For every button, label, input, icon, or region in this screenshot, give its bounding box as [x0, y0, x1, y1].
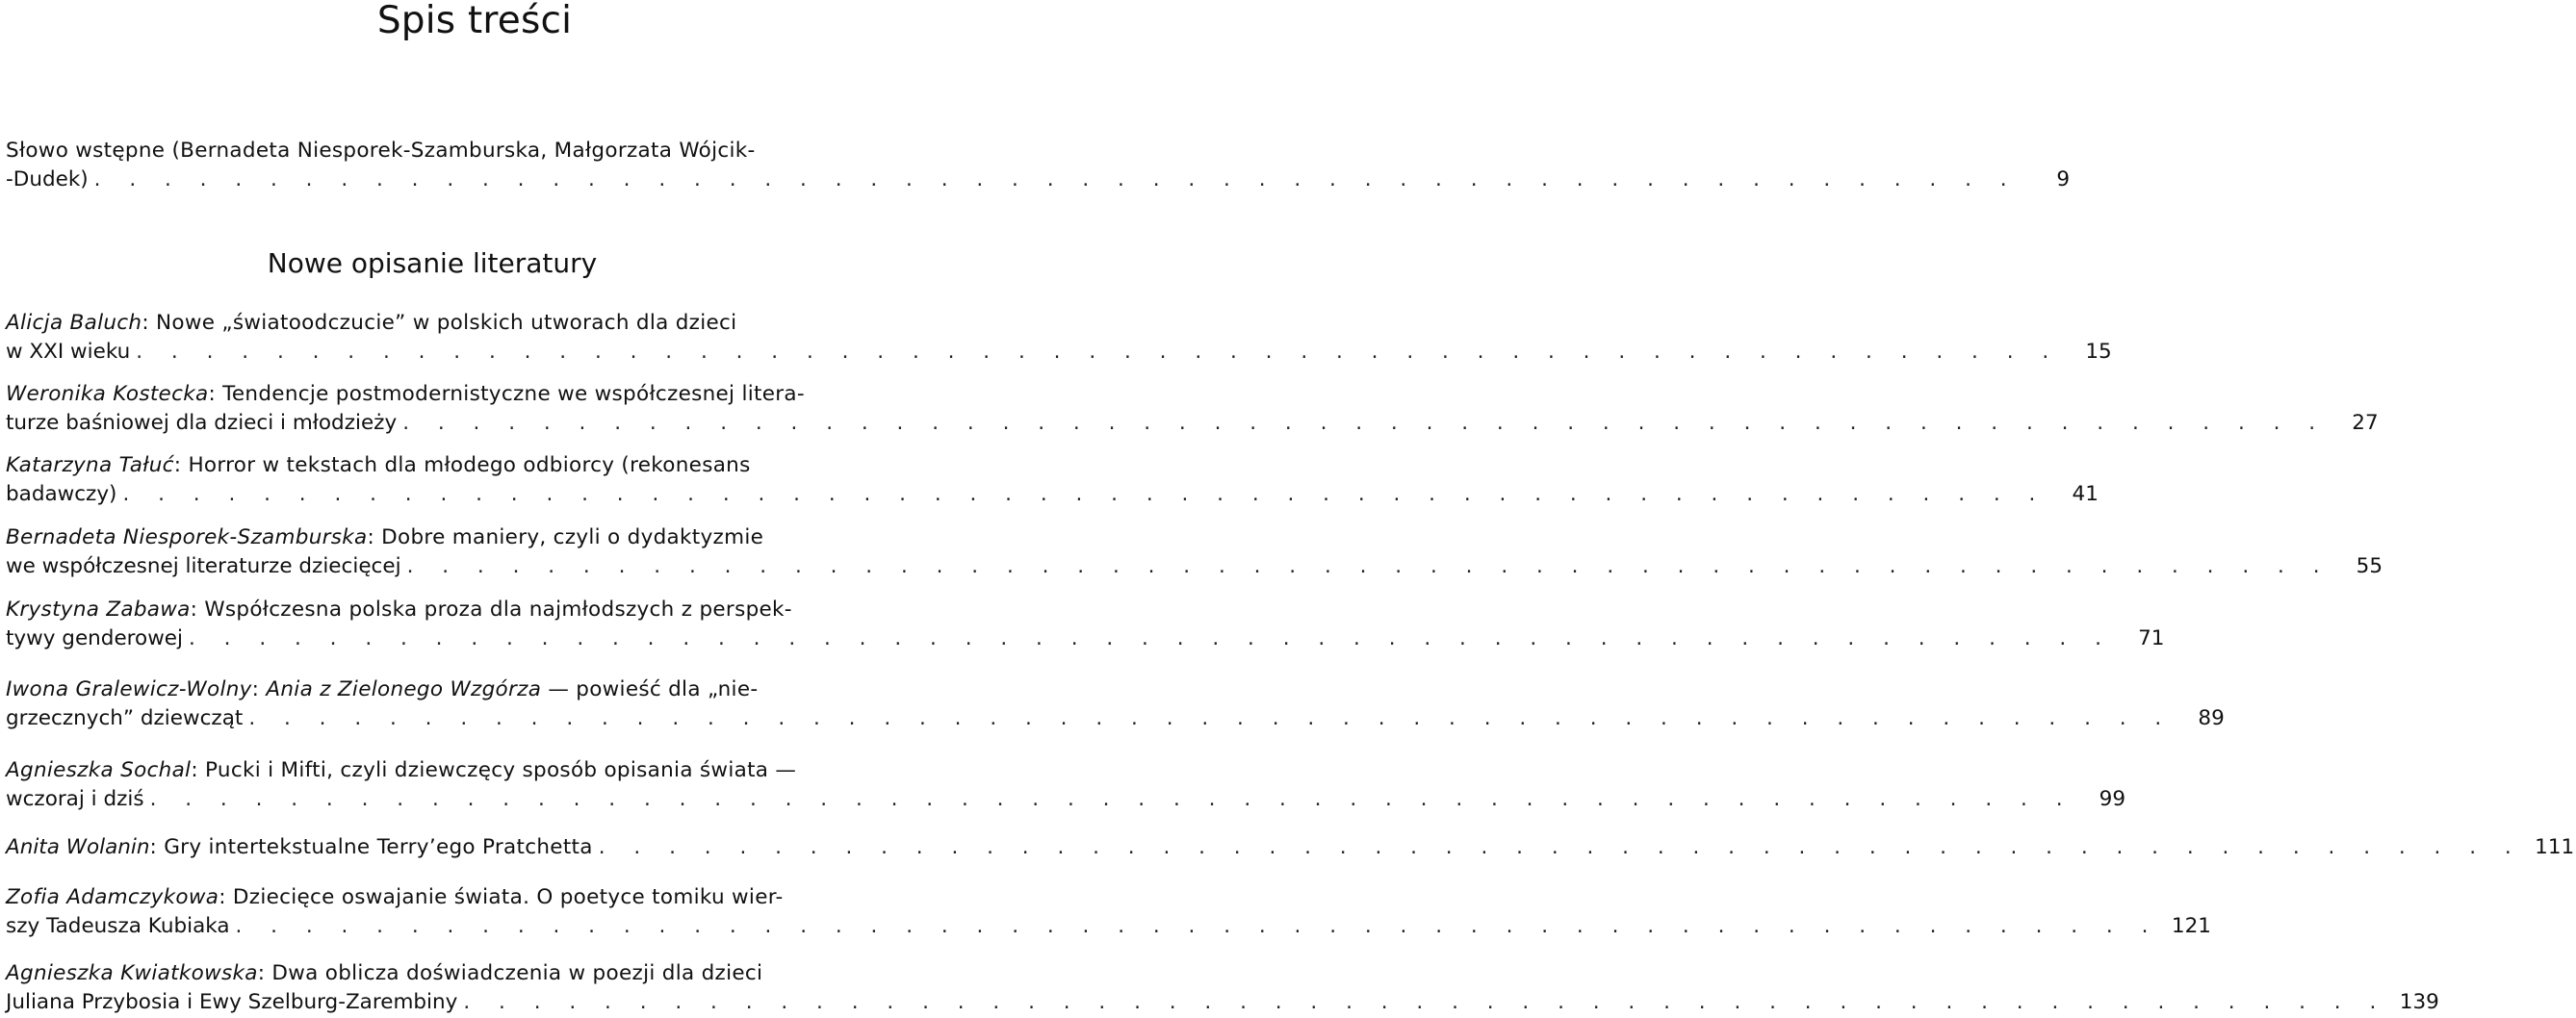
dot-leader: . . . . . . . . . . . . . . . . . . . . . . . . . . . . . . . . . . . . . . . . . . . . . . . . . . . . . . .: [136, 340, 2060, 364]
entry-title: : Współczesna polska proza dla najmłodszych z perspek-: [190, 598, 792, 622]
entry-line2: [6, 785, 2126, 814]
page-number: 15: [2085, 340, 2112, 364]
entry-author: Alicja Baluch: [6, 311, 142, 335]
toc-entry: [6, 451, 2099, 509]
toc-entry: [6, 833, 2575, 862]
dot-leader: . . . . . . . . . . . . . . . . . . . . . . . . . . . . . . . . . . . . . . . . . . . . . . . . . . . . . . .: [149, 787, 2074, 811]
dot-leader: . . . . . . . . . . . . . . . . . . . . . . . . . . . . . . . . . . . . . . . . . . . . . . . . . . . . . . .: [93, 167, 2019, 191]
dot-leader: . . . . . . . . . . . . . . . . . . . . . . . . . . . . . . . . . . . . . . . . . . . . . . . . . . . . . . .: [406, 554, 2331, 578]
entry-line2: [6, 833, 2575, 862]
entry-line2: [6, 912, 2211, 941]
entry-line2-text: badawczy): [6, 482, 117, 506]
page-number: 89: [2198, 706, 2225, 730]
entry-author: Agnieszka Kwiatkowska: [6, 961, 258, 985]
toc-entry: [6, 883, 2211, 941]
entry-line1: [6, 596, 861, 624]
entry-title: : Dobre maniery, czyli o dydaktyzmie: [367, 525, 764, 549]
entry-line2: [6, 480, 2099, 509]
entry-author: Iwona Gralewicz-Wolny: [6, 677, 252, 701]
entry-author: Zofia Adamczykowa: [6, 885, 219, 909]
entry-title: : Gry intertekstualne Terry’ego Pratchetta: [149, 835, 593, 859]
entry-line1: [6, 756, 861, 785]
toc-entry-preface: [6, 137, 2071, 194]
page-number: 139: [2399, 990, 2439, 1014]
toc-entry: [6, 959, 2439, 1017]
toc-entry: [6, 596, 2165, 653]
toc-entry: [6, 756, 2126, 814]
page-number: 41: [2072, 482, 2099, 506]
entry-line2-text: we współczesnej literaturze dziecięcej: [6, 554, 401, 578]
toc-entry: [6, 523, 2383, 581]
toc-entry: [6, 675, 2225, 733]
entry-author: Anita Wolanin: [6, 835, 150, 859]
toc-entry: [6, 380, 2379, 438]
section-title: Nowe opisanie literatury: [267, 247, 598, 279]
entry-line2: [6, 624, 2165, 653]
entry-line2-text: wczoraj i dziś: [6, 787, 144, 811]
entry-line2-text: grzecznych” dziewcząt: [6, 706, 244, 730]
page-number: 111: [2535, 835, 2575, 859]
entry-author: Katarzyna Tałuć: [6, 453, 174, 477]
entry-title: : Nowe „światoodczucie” w polskich utworach dla dzieci: [142, 311, 737, 335]
entry-line2: [6, 409, 2379, 438]
entry-line2-text: tywy genderowej: [6, 626, 183, 650]
entry-title-sep: :: [251, 677, 267, 701]
page-number: 99: [2099, 787, 2126, 811]
entry-title: — powieść dla „nie-: [541, 677, 759, 701]
entry-line2-text: w XXI wieku: [6, 340, 131, 364]
entry-line2: [6, 552, 2383, 581]
page-number: 9: [2056, 167, 2071, 191]
entry-title: : Dziecięce oswajanie świata. O poetyce tomiku wier-: [219, 885, 784, 909]
page-number: 55: [2356, 554, 2383, 578]
entry-title: : Horror w tekstach dla młodego odbiorcy (rekonesans: [173, 453, 751, 477]
entry-line2: [6, 165, 2071, 194]
entry-line1: [6, 380, 861, 409]
entry-line1: Słowo wstępne (Bernadeta Niesporek-Szamburska, Małgorzata Wójcik-: [6, 139, 756, 163]
entry-line2: [6, 988, 2439, 1017]
dot-leader: . . . . . . . . . . . . . . . . . . . . . . . . . . . . . . . . . . . . . . . . . . . . . . . . . . . . . . .: [235, 914, 2159, 938]
entry-author: Krystyna Zabawa: [6, 598, 191, 622]
entry-line2-text: Juliana Przybosia i Ewy Szelburg-Zarembiny: [6, 990, 458, 1014]
entry-title-italic: Ania z Zielonego Wzgórza: [266, 677, 542, 701]
entry-line2-text: turze baśniowej dla dzieci i młodzieży: [6, 411, 398, 435]
dot-leader: . . . . . . . . . . . . . . . . . . . . . . . . . . . . . . . . . . . . . . . . . . . . . . . . . . . . . . .: [402, 411, 2327, 435]
entry-line1: [6, 675, 861, 704]
entry-line1: [6, 309, 861, 338]
dot-leader: . . . . . . . . . . . . . . . . . . . . . . . . . . . . . . . . . . . . . . . . . . . . . . . . . . . . . . .: [122, 482, 2047, 506]
toc-entry: [6, 309, 2112, 367]
entry-line1: [6, 883, 861, 912]
entry-line2-text: -Dudek): [6, 167, 89, 191]
entry-line2-text: szy Tadeusza Kubiaka: [6, 914, 230, 938]
page-number: 27: [2352, 411, 2379, 435]
entry-author: Weronika Kostecka: [6, 382, 209, 406]
entry-line2: [6, 338, 2112, 367]
page-number: 121: [2171, 914, 2211, 938]
entry-line2-text: [6, 833, 593, 862]
entry-author: Bernadeta Niesporek-Szamburska: [6, 525, 368, 549]
entry-title: : Tendencje postmodernistyczne we współczesnej litera-: [208, 382, 805, 406]
dot-leader: . . . . . . . . . . . . . . . . . . . . . . . . . . . . . . . . . . . . . . . . . . . . . . . . . . . . . . .: [598, 835, 2523, 859]
page-number: 71: [2138, 626, 2165, 650]
page-title: Spis treści: [376, 0, 573, 42]
entry-line1: [6, 451, 861, 480]
entry-title: : Dwa oblicza doświadczenia w poezji dla dzieci: [257, 961, 763, 985]
entry-author: Agnieszka Sochal: [6, 758, 192, 782]
entry-line1: [6, 959, 861, 988]
dot-leader: . . . . . . . . . . . . . . . . . . . . . . . . . . . . . . . . . . . . . . . . . . . . . . . . . . . . . . .: [248, 706, 2173, 730]
dot-leader: . . . . . . . . . . . . . . . . . . . . . . . . . . . . . . . . . . . . . . . . . . . . . . . . . . . . . . .: [188, 626, 2113, 650]
dot-leader: . . . . . . . . . . . . . . . . . . . . . . . . . . . . . . . . . . . . . . . . . . . . . . . . . . . . . . .: [463, 990, 2387, 1014]
entry-line1: [6, 523, 861, 552]
entry-title: : Pucki i Mifti, czyli dziewczęcy sposób opisania świata —: [191, 758, 797, 782]
entry-line2: [6, 704, 2225, 733]
